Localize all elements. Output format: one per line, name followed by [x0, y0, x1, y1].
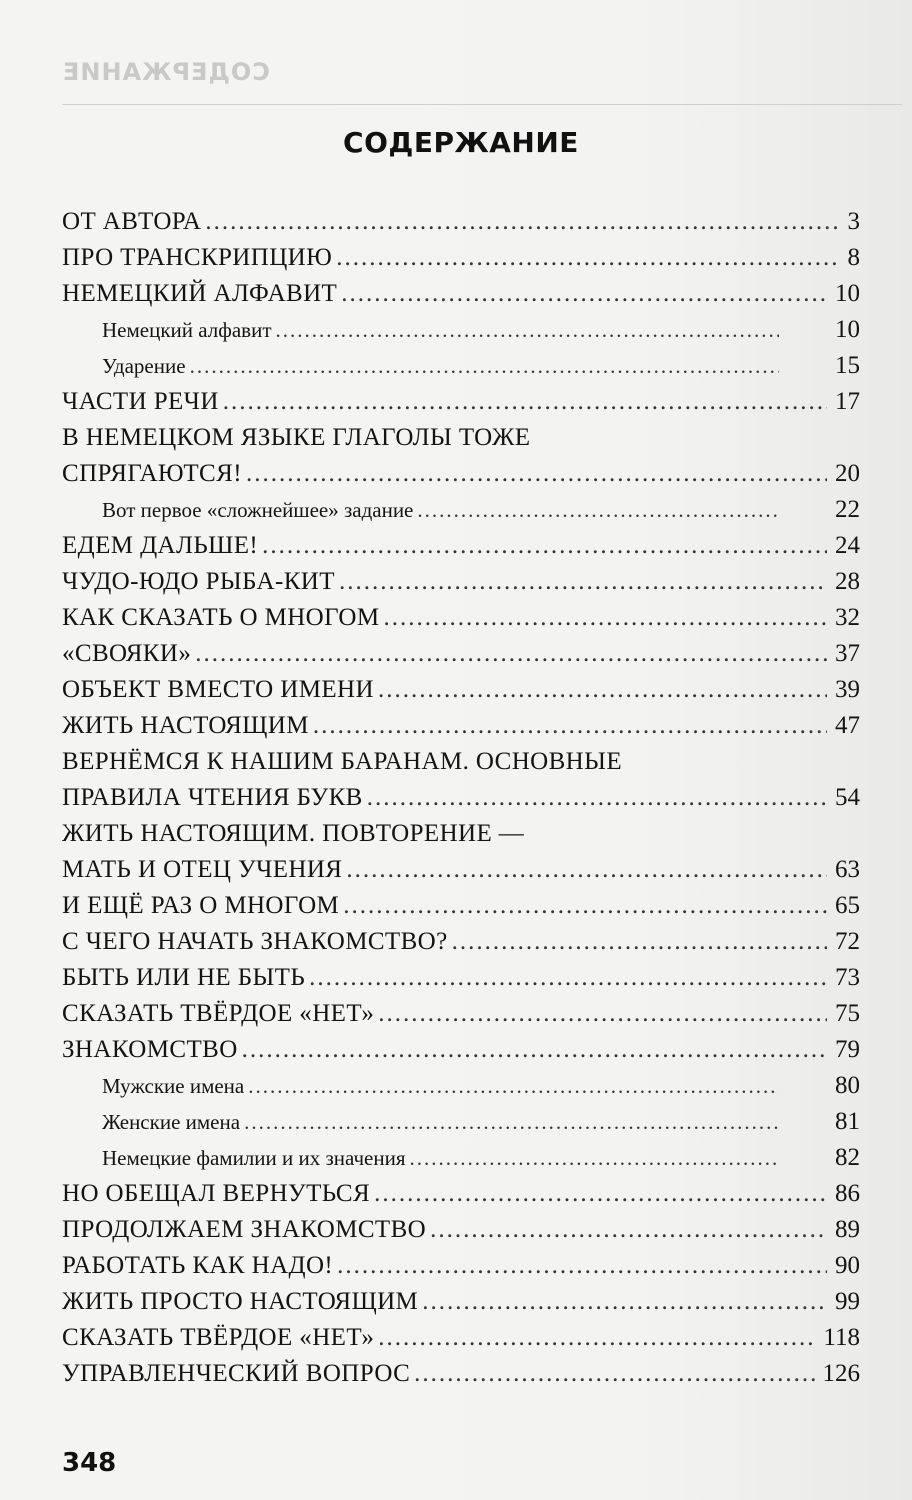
toc-page-number: 39: [835, 676, 860, 703]
toc-entry-title: ОБЪЕКТ ВМЕСТО ИМЕНИ: [62, 676, 374, 703]
toc-chapter-entry: [62, 1248, 860, 1284]
toc-page-number: 10: [835, 316, 860, 343]
toc-chapter-entry: [62, 1356, 860, 1392]
toc-entry-line: [102, 1104, 860, 1140]
toc-entry-title: УПРАВЛЕНЧЕСКИЙ ВОПРОС: [62, 1360, 411, 1387]
toc-entry-title: БЫТЬ ИЛИ НЕ БЫТЬ: [62, 964, 306, 991]
toc-page-number: 72: [835, 928, 860, 955]
dot-leader: [205, 204, 839, 240]
dot-leader: [223, 384, 827, 420]
dot-leader: [248, 1068, 779, 1104]
toc-entry-line: [62, 420, 860, 456]
toc-chapter-entry: [62, 600, 860, 636]
toc-page-number: 118: [823, 1324, 860, 1351]
header-rule: [62, 104, 902, 105]
toc-entry-title: РАБОТАТЬ КАК НАДО!: [62, 1252, 334, 1279]
toc-page-number: 86: [835, 1180, 860, 1207]
toc-chapter-entry: [62, 1284, 860, 1320]
toc-page-number: 80: [835, 1072, 860, 1099]
toc-chapter-entry: [62, 240, 860, 276]
page-number: 348: [62, 1448, 117, 1478]
toc-entry-line: [62, 1248, 860, 1284]
toc-entry-line: [62, 924, 860, 960]
toc-entry-line: [62, 744, 860, 780]
toc-section-entry: [62, 1140, 860, 1176]
toc-page-number: 99: [835, 1288, 860, 1315]
dot-leader: [309, 960, 827, 996]
toc-page-number: 65: [835, 892, 860, 919]
toc-title: [0, 126, 912, 159]
toc-chapter-entry: [62, 1212, 860, 1248]
toc-chapter-entry: [62, 672, 860, 708]
toc-entry-title: С ЧЕГО НАЧАТЬ ЗНАКОМСТВО?: [62, 928, 448, 955]
toc-entry-line: [62, 672, 860, 708]
toc-entry-line: [102, 1140, 860, 1176]
toc-entry-title: ПРОДОЛЖАЕМ ЗНАКОМСТВО: [62, 1216, 427, 1243]
toc-page-number: 63: [835, 856, 860, 883]
toc-page-number: 89: [835, 1216, 860, 1243]
dot-leader: [313, 708, 827, 744]
toc-page-number: 10: [835, 280, 860, 307]
toc-entry-line: [62, 600, 860, 636]
toc-page-number: 17: [835, 388, 860, 415]
toc-page-number: 126: [822, 1360, 860, 1387]
toc-page-number: 20: [835, 460, 860, 487]
toc-entry-title: СКАЗАТЬ ТВЁРДОЕ «НЕТ»: [62, 1000, 375, 1027]
dot-leader: [244, 1104, 779, 1140]
dot-leader: [246, 456, 827, 492]
toc-entry-title: Немецкий алфавит: [102, 318, 272, 342]
toc-chapter-entry: [62, 204, 860, 240]
toc-page-number: 8: [847, 244, 860, 271]
toc-entry-line: [62, 1320, 860, 1356]
dot-leader: [378, 1320, 815, 1356]
toc-entry-line: [102, 312, 860, 348]
toc-entry-line: [62, 816, 860, 852]
dot-leader: [452, 924, 827, 960]
toc-page-number: 32: [835, 604, 860, 631]
toc-page-number: 22: [835, 496, 860, 523]
toc-chapter-entry: [62, 1320, 860, 1356]
toc-entry-title: СКАЗАТЬ ТВЁРДОЕ «НЕТ»: [62, 1324, 375, 1351]
toc-page-number: 81: [835, 1108, 860, 1135]
toc-page-number: 54: [835, 784, 860, 811]
toc-title-text: СОДЕРЖАНИЕ: [343, 126, 579, 159]
toc-entry-line: [62, 708, 860, 744]
toc-entry-line: [62, 852, 860, 888]
toc-entry-title: ЗНАКОМСТВО: [62, 1036, 238, 1063]
dot-leader: [378, 996, 827, 1032]
toc-page-number: 90: [835, 1252, 860, 1279]
toc-section-entry: [62, 312, 860, 348]
toc-section-entry: [62, 492, 860, 528]
dot-leader: [383, 600, 827, 636]
toc-chapter-entry: [62, 636, 860, 672]
toc-chapter-entry: [62, 708, 860, 744]
toc-entry-line: [62, 564, 860, 600]
toc-entry-title: Вот первое «сложнейшее» задание: [102, 498, 414, 522]
toc-section-entry: [62, 1068, 860, 1104]
toc-entry-title: Ударение: [102, 354, 186, 378]
toc-page-number: 24: [835, 532, 860, 559]
toc-entry-line: [62, 1284, 860, 1320]
toc-chapter-entry: [62, 816, 860, 888]
toc-entry-title: В НЕМЕЦКОМ ЯЗЫКЕ ГЛАГОЛЫ ТОЖЕ: [62, 424, 531, 451]
dot-leader: [337, 1248, 827, 1284]
toc-page-number: 79: [835, 1036, 860, 1063]
toc-entry-line: [62, 780, 860, 816]
toc-entry-title: ВЕРНЁМСЯ К НАШИМ БАРАНАМ. ОСНОВНЫЕ: [62, 748, 623, 775]
toc-entry-line: [62, 996, 860, 1032]
toc-entry-line: [62, 636, 860, 672]
table-of-contents: [62, 204, 860, 1392]
toc-entry-title: Мужские имена: [102, 1074, 245, 1098]
toc-page-number: 28: [835, 568, 860, 595]
toc-entry-line: [102, 492, 860, 528]
dot-leader: [195, 636, 827, 672]
toc-entry-line: [62, 1176, 860, 1212]
dot-leader: [336, 240, 839, 276]
toc-chapter-entry: [62, 528, 860, 564]
toc-entry-line: [62, 888, 860, 924]
toc-chapter-entry: [62, 276, 860, 312]
toc-page-number: 15: [835, 352, 860, 379]
toc-entry-line: [102, 1068, 860, 1104]
toc-entry-title: ЖИТЬ ПРОСТО НАСТОЯЩИМ: [62, 1288, 419, 1315]
toc-page-number: 73: [835, 964, 860, 991]
toc-chapter-entry: [62, 1176, 860, 1212]
toc-entry-line: [62, 204, 860, 240]
running-header-bleedthrough: СОДЕРЖАНИЕ: [62, 58, 270, 86]
dot-leader: [276, 312, 779, 348]
toc-section-entry: [62, 1104, 860, 1140]
toc-entry-line: [102, 348, 860, 384]
dot-leader: [367, 780, 827, 816]
toc-entry-line: [62, 528, 860, 564]
toc-entry-title: НО ОБЕЩАЛ ВЕРНУТЬСЯ: [62, 1180, 371, 1207]
toc-entry-line: [62, 456, 860, 492]
toc-entry-line: [62, 240, 860, 276]
toc-entry-title: Женские имена: [102, 1110, 241, 1134]
dot-leader: [341, 276, 827, 312]
dot-leader: [262, 528, 827, 564]
dot-leader: [414, 1356, 814, 1392]
toc-chapter-entry: [62, 924, 860, 960]
toc-page-number: 82: [835, 1144, 860, 1171]
toc-entry-title: И ЕЩЁ РАЗ О МНОГОМ: [62, 892, 340, 919]
toc-entry-title: ПРАВИЛА ЧТЕНИЯ БУКВ: [62, 784, 363, 811]
toc-chapter-entry: [62, 420, 860, 492]
toc-entry-title: ЧУДО-ЮДО РЫБА-КИТ: [62, 568, 335, 595]
toc-entry-title: ЕДЕМ ДАЛЬШЕ!: [62, 532, 259, 559]
toc-entry-title: КАК СКАЗАТЬ О МНОГОМ: [62, 604, 380, 631]
toc-chapter-entry: [62, 996, 860, 1032]
toc-entry-title: ОТ АВТОРА: [62, 208, 202, 235]
dot-leader: [374, 1176, 827, 1212]
toc-page-number: 47: [835, 712, 860, 739]
toc-entry-line: [62, 1212, 860, 1248]
toc-entry-line: [62, 1032, 860, 1068]
dot-leader: [343, 888, 827, 924]
toc-entry-line: [62, 384, 860, 420]
dot-leader: [242, 1032, 827, 1068]
toc-entry-title: ЖИТЬ НАСТОЯЩИМ: [62, 712, 309, 739]
toc-chapter-entry: [62, 564, 860, 600]
toc-chapter-entry: [62, 960, 860, 996]
toc-entry-title: ЧАСТИ РЕЧИ: [62, 388, 219, 415]
dot-leader: [190, 348, 779, 384]
toc-entry-title: НЕМЕЦКИЙ АЛФАВИТ: [62, 280, 338, 307]
dot-leader: [422, 1284, 827, 1320]
toc-entry-title: ПРО ТРАНСКРИПЦИЮ: [62, 244, 333, 271]
dot-leader: [346, 852, 827, 888]
dot-leader: [339, 564, 827, 600]
dot-leader: [410, 1140, 779, 1176]
toc-chapter-entry: [62, 384, 860, 420]
toc-entry-title: «СВОЯКИ»: [62, 640, 192, 667]
dot-leader: [378, 672, 827, 708]
toc-page-number: 75: [835, 1000, 860, 1027]
toc-section-entry: [62, 348, 860, 384]
toc-chapter-entry: [62, 744, 860, 816]
toc-entry-title: МАТЬ И ОТЕЦ УЧЕНИЯ: [62, 856, 343, 883]
toc-entry-line: [62, 276, 860, 312]
toc-entry-title: ЖИТЬ НАСТОЯЩИМ. ПОВТОРЕНИЕ —: [62, 820, 525, 847]
toc-entry-title: Немецкие фамилии и их значения: [102, 1146, 406, 1170]
dot-leader: [417, 492, 779, 528]
toc-entry-line: [62, 1356, 860, 1392]
toc-page-number: 37: [835, 640, 860, 667]
dot-leader: [430, 1212, 827, 1248]
toc-entry-title: СПРЯГАЮТСЯ!: [62, 460, 242, 487]
toc-page-number: 3: [847, 208, 860, 235]
toc-chapter-entry: [62, 1032, 860, 1068]
toc-chapter-entry: [62, 888, 860, 924]
toc-entry-line: [62, 960, 860, 996]
